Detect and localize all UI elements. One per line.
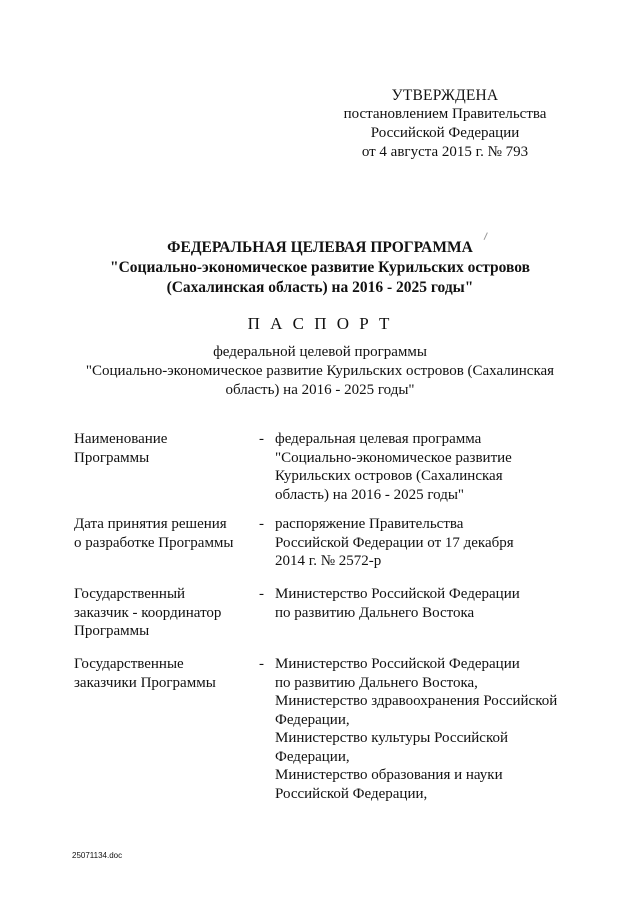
row-dash: - (259, 586, 264, 602)
row-label (74, 585, 249, 641)
row-value-line: "Социально-экономическое развитие (275, 449, 512, 466)
row-value-line: Федерации, (275, 711, 350, 728)
approval-line-1: постановлением Правительства (343, 106, 547, 122)
program-title-line-2: "Социально-экономическое развитие Курильских островов (109, 259, 531, 276)
row-value (275, 515, 575, 571)
row-label (74, 515, 249, 552)
row-dash: - (259, 431, 264, 447)
approval-line-3: от 4 августа 2015 г. № 793 (361, 144, 529, 160)
passport-subtitle (60, 343, 580, 400)
footer-filename: 25071134.doc (72, 851, 123, 860)
row-label-line: Программы (74, 623, 150, 639)
row-label-line: Государственные (74, 656, 184, 672)
row-value-line: Федерации, (275, 748, 350, 765)
row-value-line: Российской Федерации от 17 декабря (275, 534, 514, 551)
row-value-line: по развитию Дальнего Востока (275, 604, 475, 621)
row-value (275, 430, 575, 504)
row-value-line: Министерство здравоохранения Российской (275, 693, 558, 709)
program-title-line-3: (Сахалинская область) на 2016 - 2025 годы" (166, 279, 474, 296)
approved-heading: УТВЕРЖДЕНА (391, 87, 499, 104)
row-value-line: распоряжение Правительства (275, 516, 464, 532)
row-value-line: федеральная целевая программа (275, 431, 482, 447)
row-value-line: по развитию Дальнего Востока, (275, 674, 478, 691)
row-label (74, 430, 249, 467)
program-title (60, 238, 580, 298)
row-label (74, 655, 249, 692)
row-label-line: заказчики Программы (74, 674, 216, 691)
approval-line-2: Российской Федерации (370, 125, 520, 141)
row-value-line: область) на 2016 - 2025 годы" (275, 486, 465, 503)
row-value-line: Курильских островов (Сахалинская (275, 468, 503, 484)
row-value-line: 2014 г. № 2572-р (275, 553, 382, 569)
passport-subtitle-line-3: область) на 2016 - 2025 годы" (225, 382, 415, 398)
row-value (275, 655, 575, 803)
passport-heading: П А С П О Р Т (247, 314, 393, 333)
row-value-line: Министерство культуры Российской (275, 730, 509, 746)
row-label-line: Программы (74, 449, 150, 466)
row-value-line: Российской Федерации, (275, 785, 428, 802)
row-label-line: Дата принятия решения (74, 516, 227, 532)
row-dash: - (259, 656, 264, 672)
passport-subtitle-line-1: федеральной целевой программы (213, 344, 427, 360)
row-label-line: Наименование (74, 431, 168, 447)
row-value-line: Министерство Российской Федерации (275, 656, 520, 672)
row-dash: - (259, 516, 264, 532)
passport-subtitle-line-2: "Социально-экономическое развитие Курильских островов (Сахалинская (85, 363, 555, 379)
row-label-line: Государственный (74, 586, 186, 602)
row-label-line: о разработке Программы (74, 534, 234, 551)
row-value-line: Министерство Российской Федерации (275, 586, 520, 602)
approval-stamp-block (330, 86, 560, 162)
row-value (275, 585, 575, 622)
row-label-line: заказчик - координатор (74, 604, 222, 621)
row-value-line: Министерство образования и науки (275, 767, 503, 783)
program-title-line-1: ФЕДЕРАЛЬНАЯ ЦЕЛЕВАЯ ПРОГРАММА (167, 239, 473, 256)
